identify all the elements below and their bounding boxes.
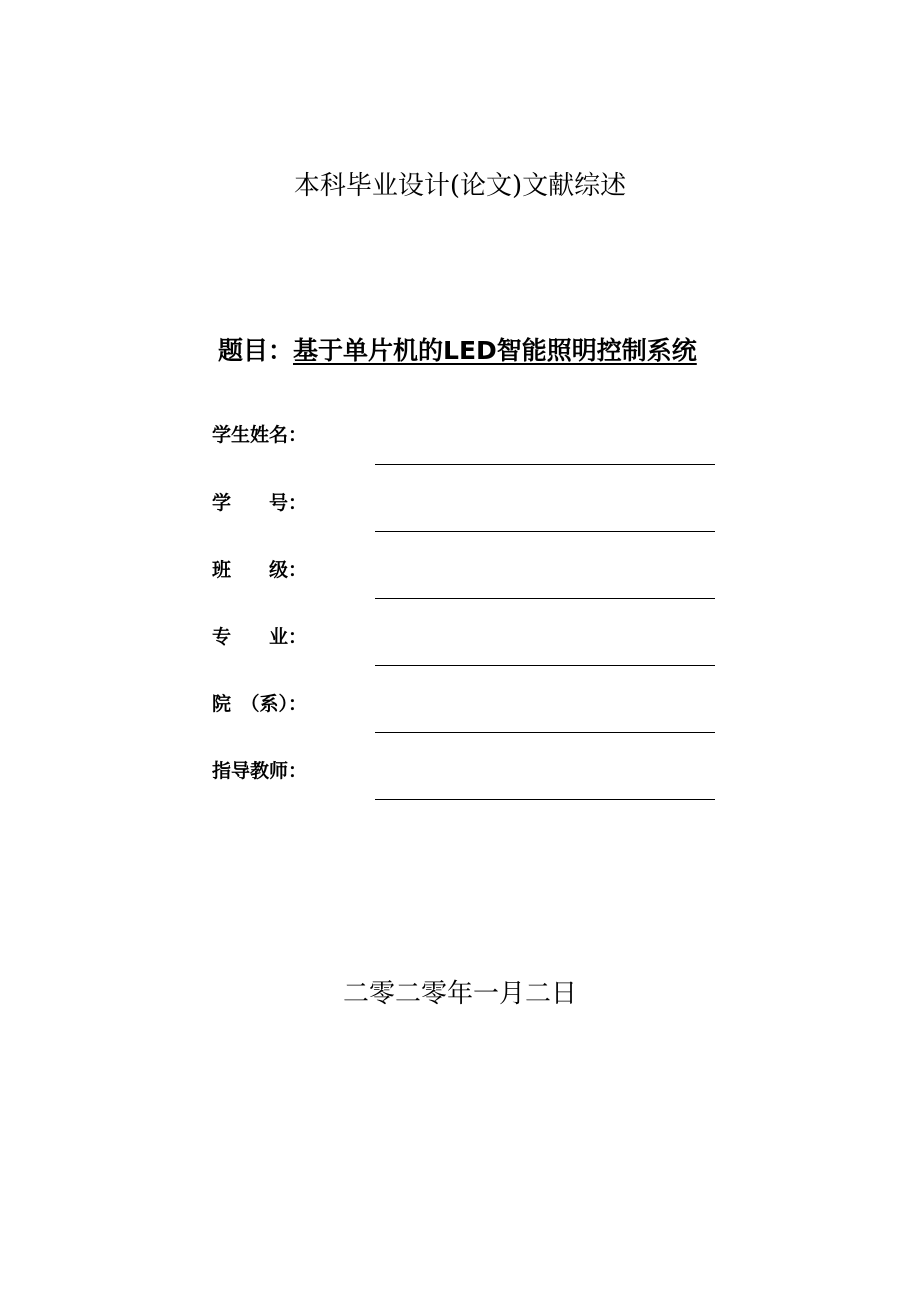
class-label: 班 级： bbox=[212, 559, 308, 581]
topic-value: 基于单片机的LED智能照明控制系统 bbox=[293, 336, 697, 365]
department-line bbox=[375, 732, 715, 733]
student-name-label: 学生姓名： bbox=[212, 424, 308, 446]
topic-line bbox=[218, 333, 697, 369]
department-label: 院 （系）： bbox=[212, 693, 308, 715]
document-title: 本科毕业设计(论文)文献综述 bbox=[293, 171, 627, 201]
student-name-line bbox=[375, 464, 715, 465]
topic-label: 题目： bbox=[218, 336, 294, 365]
document-date: 二零二零年一月二日 bbox=[342, 979, 577, 1009]
major-label: 专 业： bbox=[212, 626, 308, 648]
student-id-line bbox=[375, 531, 715, 532]
advisor-label: 指导教师： bbox=[212, 760, 308, 782]
major-line bbox=[375, 665, 715, 666]
student-id-label: 学 号： bbox=[212, 492, 308, 514]
advisor-line bbox=[375, 799, 715, 800]
class-line bbox=[375, 598, 715, 599]
